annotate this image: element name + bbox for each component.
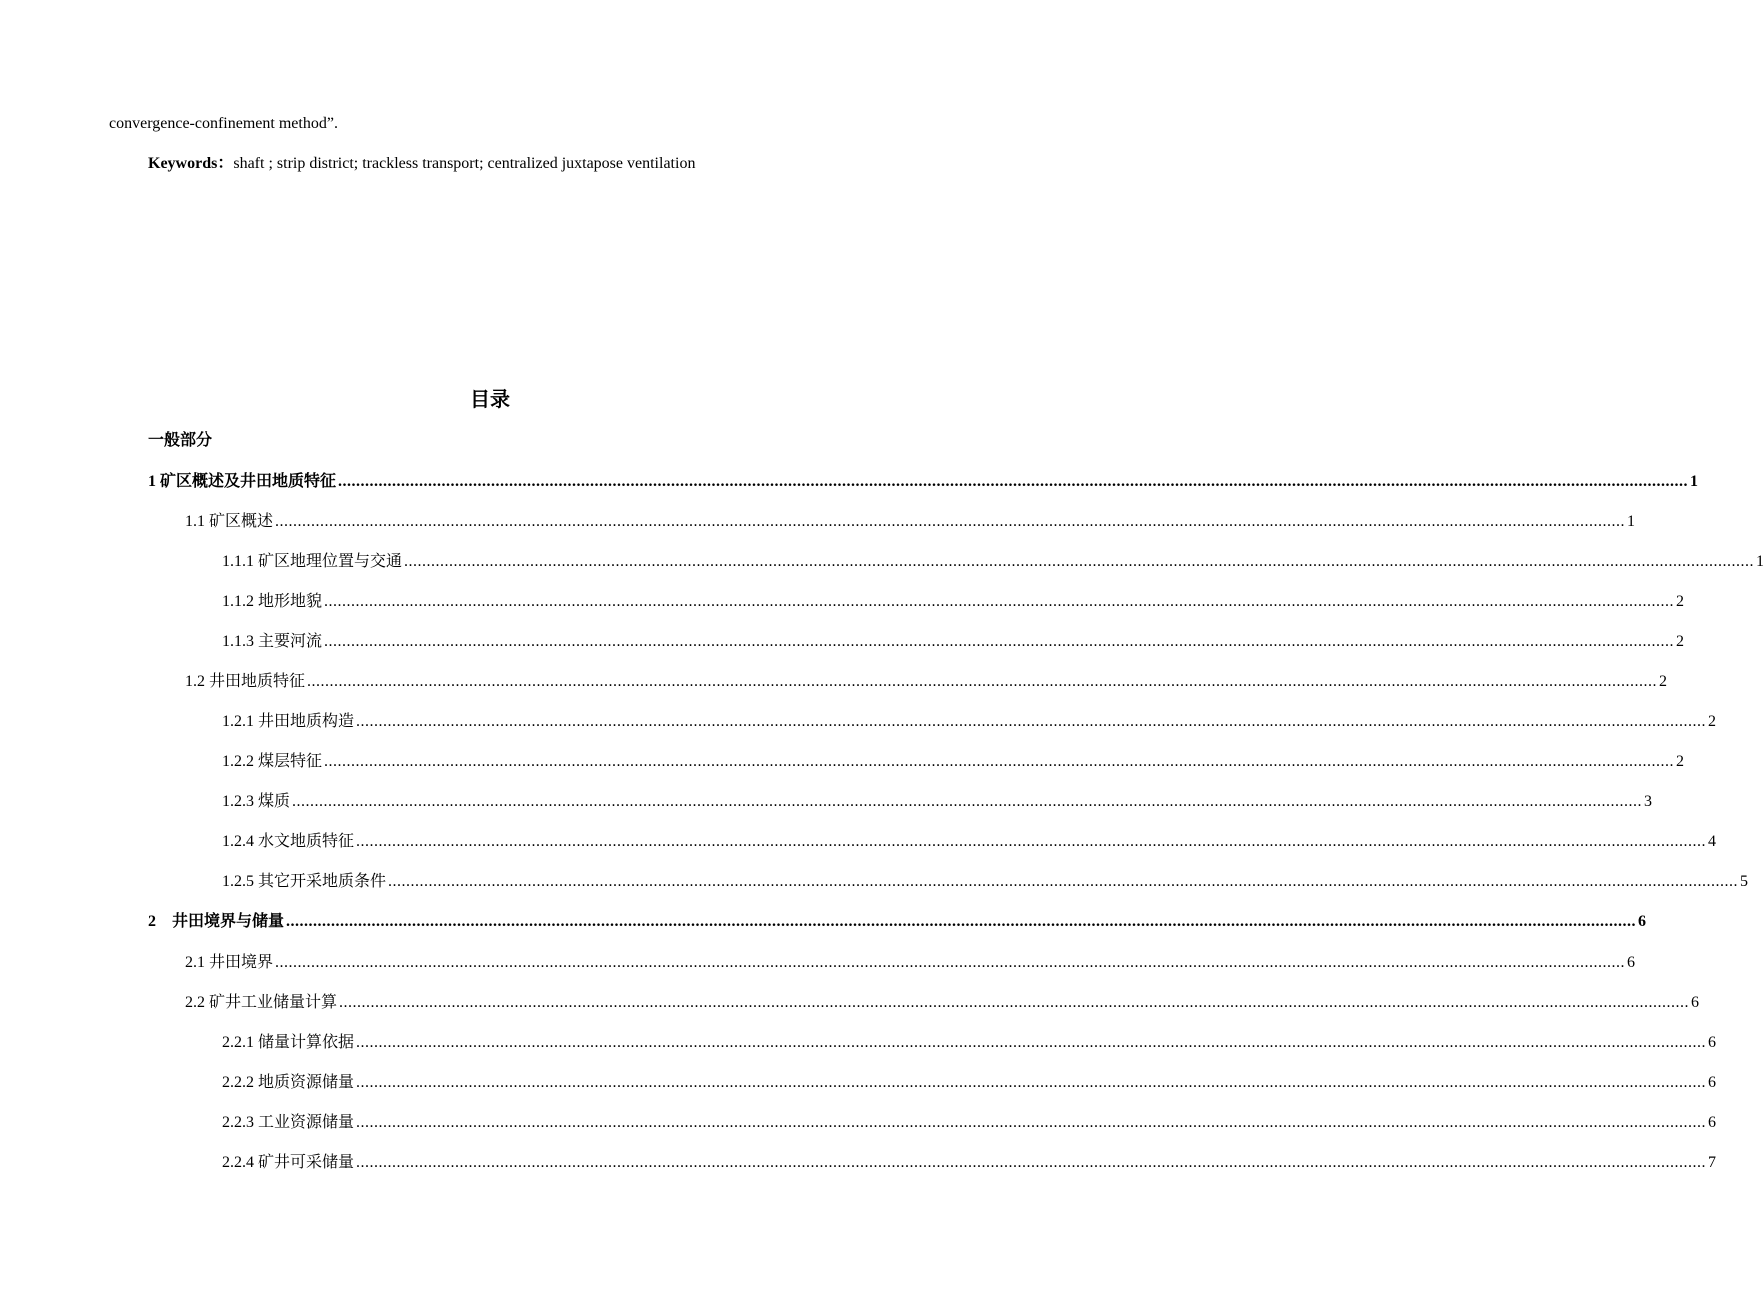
toc-entry-page: 2 [1659,673,1668,690]
toc-leader-dots: ............................................................................................................................................................................................................................................................................................................ [356,1074,1707,1091]
toc-leader-dots: ............................................................................................................................................................................................................................................................................................................ [324,593,1675,610]
toc-entry-page: 5 [1740,873,1749,890]
toc-part-heading: 一般部分 [148,430,213,449]
toc-entry-page: 2 [1676,633,1685,650]
toc-entry-label: 1.2.5 其它开采地质条件 [222,873,387,890]
toc-leader-dots: ............................................................................................................................................................................................................................................................................................................ [339,994,1690,1011]
toc-entry[interactable] [222,1072,1717,1094]
toc-leader-dots: ............................................................................................................................................................................................................................................................................................................ [286,913,1637,930]
toc-leader-dots: ............................................................................................................................................................................................................................................................................................................ [356,1034,1707,1051]
toc-entry-page: 1 [1690,473,1699,490]
toc-leader-dots: ............................................................................................................................................................................................................................................................................................................ [324,753,1675,770]
toc-entry[interactable] [148,911,1647,933]
keywords-label: Keywords： [148,155,234,172]
toc-entry-page: 1 [1627,513,1636,530]
toc-entry[interactable] [222,1152,1717,1174]
toc-entry-page: 1 [1756,553,1764,570]
keywords-text: shaft ; strip district; trackless transport; centralized juxtapose ventilation [233,155,696,172]
toc-entry-label: 1.2.2 煤层特征 [222,753,323,770]
toc-entry[interactable] [222,551,1764,573]
toc-leader-dots: ............................................................................................................................................................................................................................................................................................................ [292,793,1643,810]
toc-entry-label: 2.2.2 地质资源储量 [222,1074,355,1091]
toc-entry-label: 1.2 井田地质特征 [185,673,306,690]
toc-entry-page: 2 [1676,593,1685,610]
toc-leader-dots: ............................................................................................................................................................................................................................................................................................................ [388,873,1739,890]
toc-entry-label: 1.2.3 煤质 [222,793,291,810]
toc-entry-page: 2 [1708,713,1717,730]
toc-entry[interactable] [222,1112,1717,1134]
toc-entry-label: 2.2.4 矿井可采储量 [222,1154,355,1171]
toc-entry-page: 6 [1708,1034,1717,1051]
abstract-tail-text: convergence-confinement method”. [109,115,338,132]
toc-title: 目录 [470,387,510,411]
toc-entry[interactable] [185,992,1700,1014]
toc-entry[interactable] [185,671,1668,693]
toc-leader-dots: ............................................................................................................................................................................................................................................................................................................ [324,633,1675,650]
toc-entry[interactable] [222,591,1685,613]
toc-entry[interactable] [222,711,1717,733]
toc-entry-label: 1.1.2 地形地貌 [222,593,323,610]
toc-entry-label: 2.2.3 工业资源储量 [222,1114,355,1131]
toc-entry-page: 6 [1691,994,1700,1011]
toc-leader-dots: ............................................................................................................................................................................................................................................................................................................ [356,1114,1707,1131]
toc-entry-label: 1.1.1 矿区地理位置与交通 [222,553,403,570]
toc-entry[interactable] [222,1032,1717,1054]
toc-entry-label: 1.2.1 井田地质构造 [222,713,355,730]
toc-entry[interactable] [222,871,1749,893]
toc-entry-page: 7 [1708,1154,1717,1171]
toc-entry[interactable] [222,631,1685,653]
toc-leader-dots: ............................................................................................................................................................................................................................................................................................................ [275,954,1626,971]
toc-entry-page: 6 [1627,954,1636,971]
toc-entry-page: 6 [1638,913,1647,930]
toc-entry-label: 2.2.1 储量计算依据 [222,1034,355,1051]
keywords-line [148,154,695,174]
toc-entry-label: 1.1 矿区概述 [185,513,274,530]
toc-entry[interactable] [185,952,1636,974]
toc-leader-dots: ............................................................................................................................................................................................................................................................................................................ [338,473,1689,490]
toc-entry-label: 2.2 矿井工业储量计算 [185,994,338,1011]
toc-entry-label: 2.1 井田境界 [185,954,274,971]
toc-entry-label: 1.2.4 水文地质特征 [222,833,355,850]
toc-entry-label: 1 矿区概述及井田地质特征 [148,473,337,490]
toc-entry[interactable] [185,511,1636,533]
toc-entry-page: 3 [1644,793,1653,810]
toc-entry[interactable] [148,471,1699,493]
toc-leader-dots: ............................................................................................................................................................................................................................................................................................................ [356,713,1707,730]
toc-entry-page: 6 [1708,1074,1717,1091]
toc-entry[interactable] [222,751,1685,773]
toc-leader-dots: ............................................................................................................................................................................................................................................................................................................ [307,673,1658,690]
toc-entry-page: 6 [1708,1114,1717,1131]
toc-leader-dots: ............................................................................................................................................................................................................................................................................................................ [404,553,1755,570]
toc-leader-dots: ............................................................................................................................................................................................................................................................................................................ [356,833,1707,850]
toc-entry-page: 4 [1708,833,1717,850]
toc-leader-dots: ............................................................................................................................................................................................................................................................................................................ [275,513,1626,530]
toc-entry[interactable] [222,791,1653,813]
toc-entry-label: 2 井田境界与储量 [148,913,285,930]
toc-entry-label: 1.1.3 主要河流 [222,633,323,650]
toc-leader-dots: ............................................................................................................................................................................................................................................................................................................ [356,1154,1707,1171]
toc-entry[interactable] [222,831,1717,853]
toc-entry-page: 2 [1676,753,1685,770]
